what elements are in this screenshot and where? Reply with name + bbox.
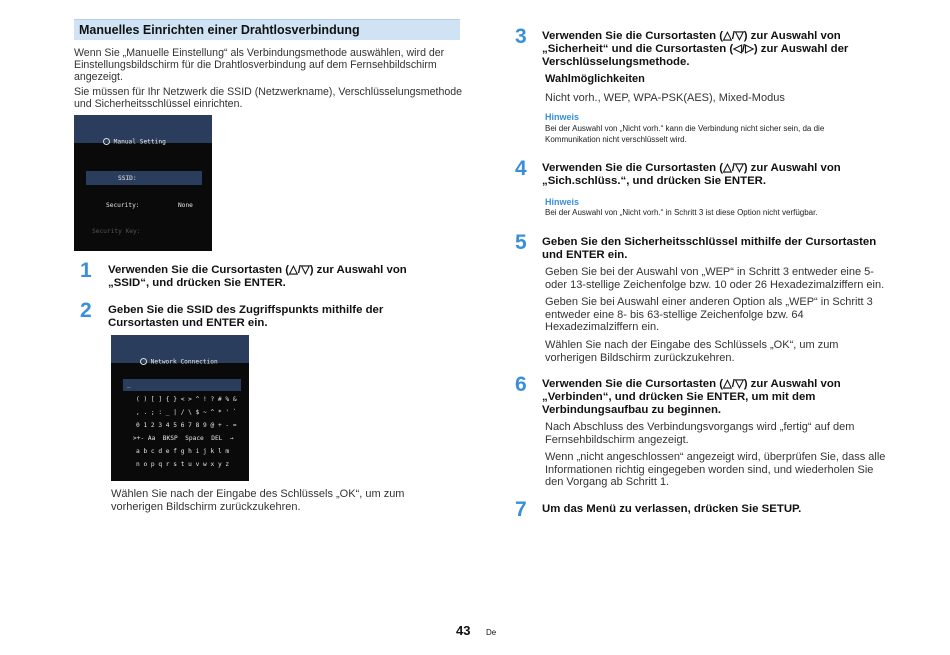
step-5-heading <box>542 236 876 262</box>
step-7-heading <box>542 503 801 516</box>
step-3-heading <box>542 30 848 69</box>
text-line: Wenn „nicht angeschlossen“ angezeigt wird, überprüfen Sie, dass alle <box>545 451 886 463</box>
step-4-heading <box>542 162 841 188</box>
text-line: den Vorgang ab Schritt 1. <box>545 476 670 488</box>
screen-title-text: Network Connection <box>150 358 218 366</box>
text-line: vorherigen Bildschirm zurückzukehren. <box>111 500 301 513</box>
step-number-4: 4 <box>515 157 527 180</box>
text-line: „Sich.schlüss.“, und drücken Sie ENTER. <box>542 175 767 187</box>
text-line: Geben Sie bei der Auswahl von „WEP“ in Schritt 3 entweder eine 5- <box>545 266 874 278</box>
gear-icon <box>140 358 147 365</box>
text-line: vorherigen Bildschirm zurückzukehren. <box>545 351 735 364</box>
intro-paragraph-1 <box>74 47 444 83</box>
text-line: und Sicherheitsschlüssel einrichten. <box>74 98 243 110</box>
text-line: Um das Menü zu verlassen, drücken Sie SETUP. <box>542 503 802 515</box>
keyboard-row-5: a b c d e f g h i j k l m <box>136 448 230 455</box>
step-6-paragraph-1 <box>545 421 854 446</box>
step-6-paragraph-2 <box>545 451 885 489</box>
text-line: Verschlüsselungsmethode. <box>542 56 690 68</box>
input-cursor: _ <box>127 381 131 388</box>
step-number-5: 5 <box>515 231 527 254</box>
text-line: Verwenden Sie die Cursortasten (△/▽) zur Auswahl von <box>542 30 841 42</box>
text-line: „SSID“, und drücken Sie ENTER. <box>108 277 286 289</box>
text-line: Einstellungsbildschirm für die Drahtlosverbindung auf dem Fernsehbildschirm <box>74 59 437 71</box>
step-3-hint <box>545 123 824 145</box>
section-title: Manuelles Einrichten einer Drahtlosverbindung <box>79 23 360 37</box>
hint-label: Hinweis <box>545 112 580 122</box>
text-line: Wählen Sie nach der Eingabe des Schlüssels „OK“, um zum <box>545 339 839 351</box>
step-5-paragraph-3 <box>545 339 838 364</box>
text-line: Geben Sie den Sicherheitsschlüssel mithilfe der Cursortasten <box>542 236 877 248</box>
step-4-hint <box>545 207 818 218</box>
step-5-paragraph-1 <box>545 266 884 291</box>
text-line: Cursortasten und ENTER ein. <box>108 317 268 329</box>
text-line: Kommunikation nicht verschlüsselt wird. <box>545 135 687 144</box>
step-number-7: 7 <box>515 498 527 521</box>
step-number-1: 1 <box>80 259 92 282</box>
keyboard-row-2: , . ; : _ | / \ $ ~ ^ * ' ` <box>136 409 237 416</box>
security-key-label: Security Key: <box>92 228 141 235</box>
text-line: Wählen Sie nach der Eingabe des Schlüssels „OK“, um zum <box>111 488 405 500</box>
text-line: Sie müssen für Ihr Netzwerk die SSID (Netzwerkname), Verschlüsselungsmethode <box>74 86 463 98</box>
hint-label: Hinweis <box>545 197 580 207</box>
step-number-2: 2 <box>80 299 92 322</box>
keyboard-row-6: n o p q r s t u v w x y z <box>136 461 230 468</box>
keyboard-row-3: 0 1 2 3 4 5 6 7 8 9 @ + - = <box>136 422 237 429</box>
gear-icon <box>103 138 110 145</box>
text-line: „Verbinden“, und drücken Sie ENTER, um mit dem <box>542 391 816 403</box>
security-value: None <box>178 202 193 209</box>
text-line: und ENTER ein. <box>542 249 628 261</box>
screen-title <box>125 351 218 373</box>
keyboard-row-1: ( ) [ ] { } < > ^ ! ? # % & <box>136 396 237 403</box>
text-line: Verwenden Sie die Cursortasten (△/▽) zur Auswahl von <box>542 378 841 390</box>
text-line: Wenn Sie „Manuelle Einstellung“ als Verbindungsmethode auswählen, wird der <box>74 47 445 59</box>
input-field-highlight <box>123 379 241 391</box>
text-line: entweder eine 8- bis 63-stellige Zeichenfolge bzw. 64 <box>545 308 804 321</box>
step-1-heading <box>108 264 407 290</box>
step-5-paragraph-2 <box>545 296 873 334</box>
text-line: Geben Sie die SSID des Zugriffspunkts mithilfe der <box>108 304 384 316</box>
security-label: Security: <box>106 202 140 209</box>
manual-setting-screenshot <box>74 115 212 251</box>
text-line: angezeigt. <box>74 71 123 83</box>
text-line: Informationen richtig eingegeben worden sind, und wiederholen Sie <box>545 463 874 476</box>
text-line: Bei der Auswahl von „Nicht vorh.“ kann die Verbindung nicht sicher sein, da die <box>545 124 825 133</box>
text-line: Verwenden Sie die Cursortasten (△/▽) zur Auswahl von <box>542 162 841 174</box>
text-line: Fernsehbildschirm angezeigt. <box>545 433 689 446</box>
text-line: oder 13-stellige Zeichenfolge bzw. 10 oder 26 Hexadezimalziffern ein. <box>545 278 885 291</box>
page-number: 43 <box>456 623 471 638</box>
text-line: „Sicherheit“ und die Cursortasten (◁/▷) zur Auswahl der <box>542 43 849 55</box>
text-line: Nach Abschluss des Verbindungsvorgangs wird „fertig“ auf dem <box>545 421 855 433</box>
text-line: Bei der Auswahl von „Nicht vorh.“ in Schritt 3 ist diese Option nicht verfügbar. <box>545 208 818 217</box>
step-6-heading <box>542 378 841 417</box>
options-list: Nicht vorh., WEP, WPA-PSK(AES), Mixed-Modus <box>545 92 785 104</box>
section-header <box>74 19 460 40</box>
text-line: Verbindungsaufbau zu beginnen. <box>542 404 722 416</box>
step-number-6: 6 <box>515 373 527 396</box>
step-2-note <box>111 488 404 513</box>
text-line: Verwenden Sie die Cursortasten (△/▽) zur Auswahl von <box>108 264 407 276</box>
ssid-label: SSID: <box>118 175 137 182</box>
options-title: Wahlmöglichkeiten <box>545 73 645 85</box>
language-code: De <box>486 628 497 637</box>
step-number-3: 3 <box>515 25 527 48</box>
text-line: Hexadezimalziffern ein. <box>545 321 660 333</box>
network-connection-screenshot <box>111 335 249 481</box>
ssid-row-highlight <box>86 171 202 185</box>
step-2-heading <box>108 304 383 330</box>
screen-title-text: Manual Setting <box>113 138 166 146</box>
intro-paragraph-2 <box>74 86 462 110</box>
screen-title <box>88 131 166 153</box>
keyboard-row-4: >+- Aa BKSP Space DEL → <box>133 435 234 442</box>
text-line: Geben Sie bei Auswahl einer anderen Option als „WEP“ in Schritt 3 <box>545 296 873 308</box>
